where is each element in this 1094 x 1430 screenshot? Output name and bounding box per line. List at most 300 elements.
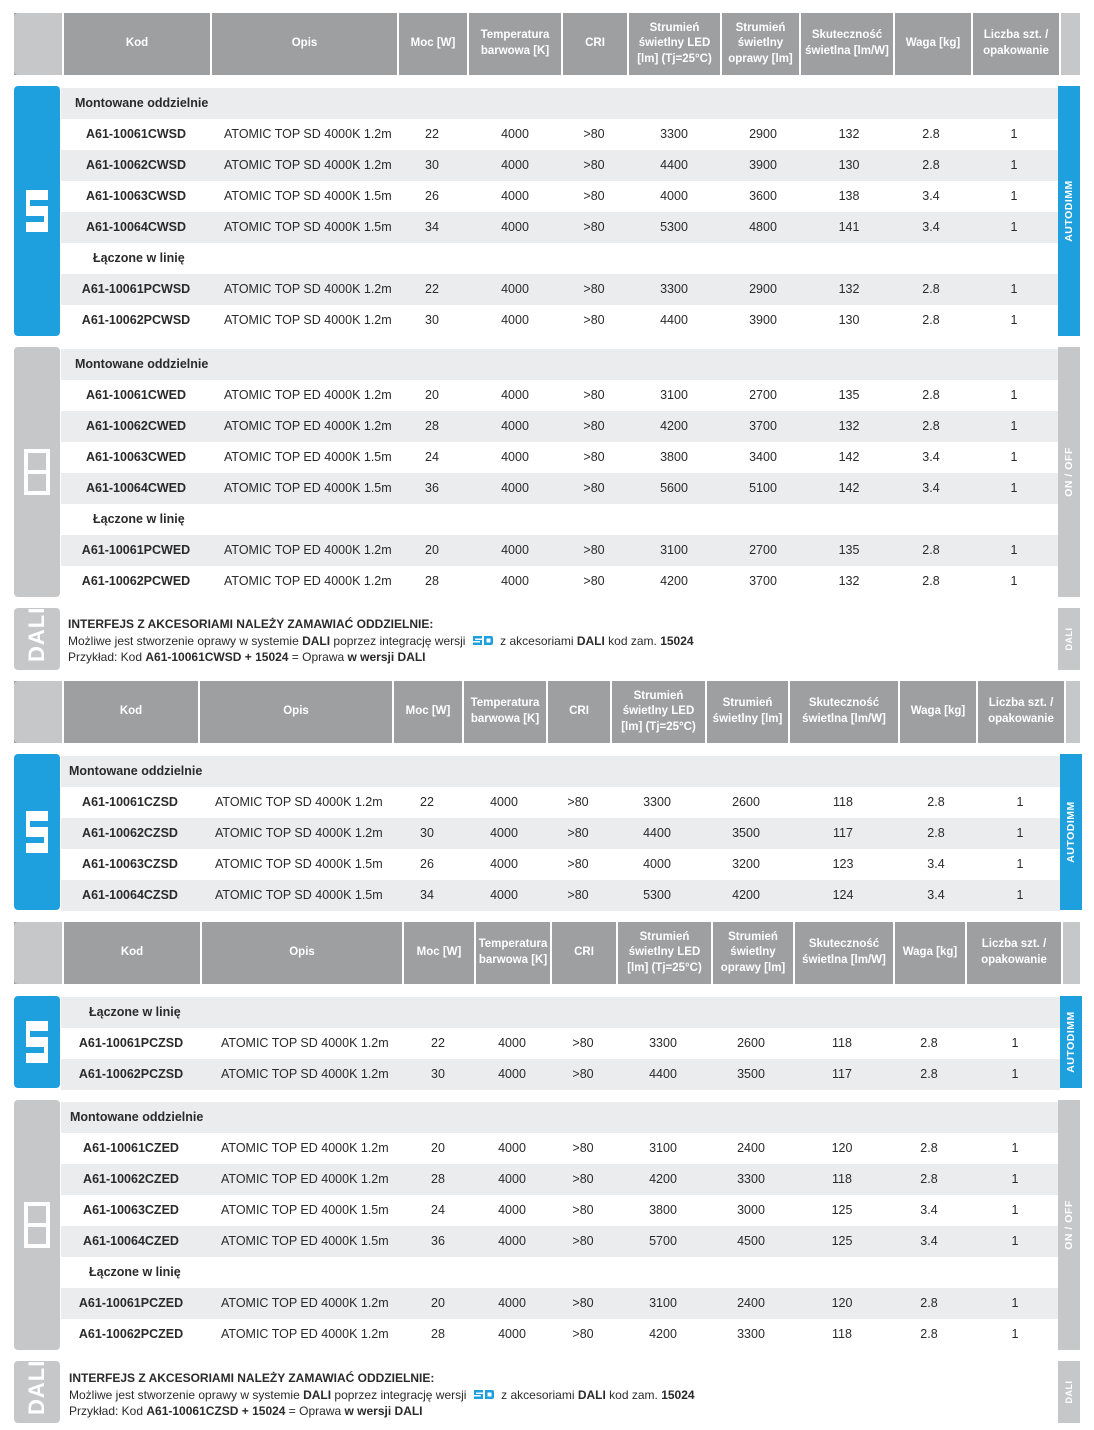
cell-cri: >80 [567, 857, 589, 871]
cell-code: A61-10061PCWSD [81, 282, 191, 296]
section-label: Montowane oddzielnie [61, 756, 1060, 787]
cell-skutecznosc: 117 [833, 826, 853, 840]
cell-desc: ATOMIC TOP ED 4000K 1.5m [224, 450, 392, 464]
table-row [61, 535, 1058, 566]
cell-cri: >80 [572, 1296, 594, 1310]
cell-skutecznosc: 120 [831, 1141, 853, 1155]
section-label: Montowane oddzielnie [61, 349, 1058, 380]
table-row [61, 1288, 1058, 1319]
cell-strumien: 2700 [749, 543, 777, 557]
cell-liczba: 1 [1011, 1172, 1019, 1186]
cell-code: A61-10064CWED [85, 481, 187, 495]
cell-moc: 20 [431, 1296, 445, 1310]
col-liczba: Liczba szt. / opakowanie [976, 681, 1064, 743]
cell-temp: 4000 [498, 1234, 526, 1248]
cell-strumien: 2400 [737, 1141, 765, 1155]
cell-moc: 30 [425, 313, 439, 327]
table-header-3 [14, 922, 1080, 984]
cell-strumien-led: 4200 [660, 574, 688, 588]
cell-desc: ATOMIC TOP ED 4000K 1.5m [221, 1203, 389, 1217]
cell-liczba: 1 [1010, 543, 1018, 557]
cell-cri: >80 [572, 1067, 594, 1081]
cell-waga: 3.4 [922, 220, 940, 234]
cell-desc: ATOMIC TOP ED 4000K 1.2m [224, 543, 392, 557]
cell-skutecznosc: 132 [838, 127, 860, 141]
table-row [61, 1164, 1058, 1195]
cell-code: A61-10061CWSD [85, 127, 187, 141]
cell-temp: 4000 [501, 450, 529, 464]
cell-moc: 30 [420, 826, 434, 840]
cell-strumien-led: 3100 [649, 1296, 677, 1310]
col-strumien-led: Strumień świetlny LED [lm] (Tj=25°C) [610, 681, 705, 743]
cell-strumien-led: 3300 [660, 282, 688, 296]
cell-temp: 4000 [501, 127, 529, 141]
cell-waga: 2.8 [922, 158, 940, 172]
cell-desc: ATOMIC TOP SD 4000K 1.5m [224, 189, 392, 203]
cell-cri: >80 [583, 282, 605, 296]
cell-strumien-led: 4200 [649, 1172, 677, 1186]
cell-cri: >80 [583, 574, 605, 588]
cell-temp: 4000 [501, 481, 529, 495]
cell-strumien-led: 3300 [643, 795, 671, 809]
onoff-label: ON / OFF [1063, 447, 1075, 497]
cell-moc: 30 [425, 158, 439, 172]
col-opis: Opis [210, 13, 397, 75]
cell-skutecznosc: 130 [838, 158, 860, 172]
cell-strumien: 4200 [732, 888, 760, 902]
cell-code: A61-10062PCWSD [81, 313, 191, 327]
sd-logo-icon [24, 807, 50, 857]
col-strumien-led: Strumień świetlny LED [lm] (Tj=25°C) [616, 922, 711, 984]
cell-code: A61-10062PCZSD [78, 1067, 184, 1081]
cell-cri: >80 [572, 1203, 594, 1217]
cell-code: A61-10062CWSD [85, 158, 187, 172]
cell-cri: >80 [567, 888, 589, 902]
col-cri: CRI [546, 681, 610, 743]
cell-temp: 4000 [498, 1203, 526, 1217]
cell-desc: ATOMIC TOP ED 4000K 1.2m [221, 1172, 389, 1186]
cell-desc: ATOMIC TOP SD 4000K 1.5m [224, 220, 392, 234]
cell-waga: 2.8 [922, 388, 940, 402]
cell-liczba: 1 [1016, 826, 1024, 840]
col-moc: Moc [W] [397, 13, 467, 75]
cell-skutecznosc: 142 [838, 450, 860, 464]
cell-strumien-led: 3100 [660, 543, 688, 557]
col-skutecznosc: Skuteczność świetlna [lm/W] [799, 13, 893, 75]
table-row [61, 818, 1060, 849]
cell-cri: >80 [572, 1327, 594, 1341]
cell-strumien-led: 4400 [660, 158, 688, 172]
cell-strumien-led: 4000 [643, 857, 671, 871]
cell-temp: 4000 [501, 388, 529, 402]
cell-desc: ATOMIC TOP SD 4000K 1.2m [221, 1036, 389, 1050]
cell-strumien: 2900 [749, 127, 777, 141]
cell-waga: 2.8 [920, 1036, 938, 1050]
cell-liczba: 1 [1011, 1036, 1019, 1050]
col-waga: Waga [kg] [893, 13, 971, 75]
sd-logo-icon [24, 186, 50, 236]
cell-waga: 2.8 [922, 543, 940, 557]
autodimm-label: AUTODIMM [1065, 801, 1077, 863]
cell-desc: ATOMIC TOP SD 4000K 1.2m [224, 282, 392, 296]
cell-temp: 4000 [490, 826, 518, 840]
cell-temp: 4000 [498, 1141, 526, 1155]
cell-waga: 2.8 [922, 419, 940, 433]
cell-strumien-led: 5700 [649, 1234, 677, 1248]
cell-strumien: 4800 [749, 220, 777, 234]
cell-cri: >80 [572, 1172, 594, 1186]
cell-temp: 4000 [490, 795, 518, 809]
col-cri: CRI [550, 922, 616, 984]
cell-desc: ATOMIC TOP SD 4000K 1.2m [224, 158, 392, 172]
cell-cri: >80 [583, 313, 605, 327]
cell-waga: 3.4 [927, 857, 945, 871]
cell-liczba: 1 [1010, 388, 1018, 402]
cell-skutecznosc: 135 [838, 543, 860, 557]
cell-skutecznosc: 141 [838, 220, 860, 234]
cell-liczba: 1 [1011, 1067, 1019, 1081]
cell-strumien: 4500 [737, 1234, 765, 1248]
table-row [61, 442, 1058, 473]
col-temp: Temperatura barwowa [K] [462, 681, 546, 743]
cell-code: A61-10061CWED [85, 388, 187, 402]
cell-strumien: 2400 [737, 1296, 765, 1310]
cell-cri: >80 [572, 1036, 594, 1050]
table-row [61, 787, 1060, 818]
cell-strumien: 2700 [749, 388, 777, 402]
cell-strumien: 3200 [732, 857, 760, 871]
cell-strumien-led: 3100 [660, 388, 688, 402]
ed-logo-icon [24, 447, 50, 497]
cell-temp: 4000 [501, 282, 529, 296]
cell-desc: ATOMIC TOP SD 4000K 1.2m [224, 127, 392, 141]
cell-strumien: 3700 [749, 574, 777, 588]
cell-skutecznosc: 132 [838, 419, 860, 433]
cell-temp: 4000 [501, 313, 529, 327]
cell-strumien-led: 4200 [660, 419, 688, 433]
cell-temp: 4000 [501, 419, 529, 433]
cell-strumien: 3600 [749, 189, 777, 203]
cell-liczba: 1 [1010, 481, 1018, 495]
cell-moc: 22 [425, 282, 439, 296]
ed-logo-icon [24, 1200, 50, 1250]
table-row [61, 1133, 1058, 1164]
section-label: Montowane oddzielnie [61, 88, 1058, 119]
cell-strumien: 3700 [749, 419, 777, 433]
cell-liczba: 1 [1016, 795, 1024, 809]
cell-strumien: 2600 [732, 795, 760, 809]
cell-waga: 2.8 [922, 313, 940, 327]
table-row [61, 1028, 1060, 1059]
cell-strumien-led: 3300 [649, 1036, 677, 1050]
cell-code: A61-10061CZSD [82, 795, 178, 809]
cell-code: A61-10061PCZSD [78, 1036, 184, 1050]
cell-moc: 20 [425, 543, 439, 557]
cell-strumien-led: 4400 [643, 826, 671, 840]
cell-desc: ATOMIC TOP SD 4000K 1.2m [221, 1067, 389, 1081]
cell-liczba: 1 [1010, 450, 1018, 464]
col-strumien: Strumień świetlny [lm] [705, 681, 788, 743]
cell-skutecznosc: 123 [832, 857, 854, 871]
cell-code: A61-10063CWED [85, 450, 187, 464]
cell-temp: 4000 [498, 1296, 526, 1310]
table-row [61, 1059, 1060, 1090]
col-kod: Kod [62, 13, 210, 75]
cell-code: A61-10061PCZED [78, 1296, 184, 1310]
cell-code: A61-10062CZSD [82, 826, 178, 840]
cell-liczba: 1 [1010, 189, 1018, 203]
cell-strumien: 3500 [737, 1067, 765, 1081]
col-opis: Opis [198, 681, 392, 743]
cell-waga: 3.4 [922, 481, 940, 495]
cell-waga: 2.8 [920, 1067, 938, 1081]
cell-liczba: 1 [1011, 1327, 1019, 1341]
cell-waga: 3.4 [922, 189, 940, 203]
cell-strumien-led: 5600 [660, 481, 688, 495]
col-liczba: Liczba szt. / opakowanie [971, 13, 1059, 75]
dali-side-label: DALI [1064, 1380, 1074, 1404]
cell-code: A61-10062CWED [85, 419, 187, 433]
cell-waga: 3.4 [927, 888, 945, 902]
cell-liczba: 1 [1016, 857, 1024, 871]
cell-skutecznosc: 118 [833, 795, 853, 809]
cell-skutecznosc: 132 [838, 574, 860, 588]
cell-temp: 4000 [501, 543, 529, 557]
note-2: INTERFEJS Z AKCESORIAMI NALEŻY ZAMAWIAĆ ODDZIELNIE: Możliwe jest stworzenie oprawy w systemie DALI poprzez integrację wersji z akcesoriami DALI kod zam. 15024 Przykład: Kod A61-10061CZSD + 15024 = Oprawa w wersji DALI [69, 1371, 695, 1418]
table-row [61, 880, 1060, 911]
cell-temp: 4000 [501, 574, 529, 588]
cell-code: A61-10061PCWED [81, 543, 191, 557]
cell-moc: 36 [425, 481, 439, 495]
cell-skutecznosc: 124 [832, 888, 854, 902]
col-waga: Waga [kg] [893, 922, 965, 984]
cell-cri: >80 [583, 158, 605, 172]
autodimm-label: AUTODIMM [1065, 1011, 1077, 1073]
cell-temp: 4000 [501, 158, 529, 172]
cell-skutecznosc: 142 [838, 481, 860, 495]
col-moc: Moc [W] [402, 922, 474, 984]
cell-desc: ATOMIC TOP ED 4000K 1.2m [224, 574, 392, 588]
dali-side-label: DALI [1064, 627, 1074, 651]
cell-strumien: 3900 [749, 313, 777, 327]
cell-cri: >80 [583, 450, 605, 464]
cell-desc: ATOMIC TOP SD 4000K 1.2m [215, 826, 383, 840]
col-waga: Waga [kg] [898, 681, 976, 743]
cell-strumien: 3300 [737, 1327, 765, 1341]
cell-moc: 20 [431, 1141, 445, 1155]
cell-moc: 36 [431, 1234, 445, 1248]
cell-temp: 4000 [498, 1036, 526, 1050]
cell-cri: >80 [572, 1141, 594, 1155]
cell-skutecznosc: 117 [832, 1067, 852, 1081]
col-skutecznosc: Skuteczność świetlna [lm/W] [788, 681, 898, 743]
cell-strumien: 3400 [749, 450, 777, 464]
cell-temp: 4000 [501, 220, 529, 234]
table-row [61, 473, 1058, 504]
cell-cri: >80 [572, 1234, 594, 1248]
cell-strumien-led: 3100 [649, 1141, 677, 1155]
cell-moc: 26 [420, 857, 434, 871]
note-1: INTERFEJS Z AKCESORIAMI NALEŻY ZAMAWIAĆ ODDZIELNIE: Możliwe jest stworzenie oprawy w systemie DALI poprzez integrację wersji z akcesoriami DALI kod zam. 15024 Przykład: Kod A61-10061CWSD + 15024 = Oprawa w wersji DALI [68, 617, 694, 664]
cell-liczba: 1 [1011, 1203, 1019, 1217]
cell-moc: 22 [425, 127, 439, 141]
cell-liczba: 1 [1016, 888, 1024, 902]
cell-waga: 2.8 [920, 1172, 938, 1186]
cell-waga: 3.4 [920, 1203, 938, 1217]
cell-code: A61-10061CZED [83, 1141, 179, 1155]
col-strumien-oprawy: Strumień świetlny oprawy [lm] [720, 13, 799, 75]
cell-temp: 4000 [490, 888, 518, 902]
cell-desc: ATOMIC TOP ED 4000K 1.5m [221, 1234, 389, 1248]
cell-strumien-led: 4400 [660, 313, 688, 327]
cell-skutecznosc: 118 [832, 1327, 852, 1341]
cell-code: A61-10062PCWED [81, 574, 191, 588]
cell-desc: ATOMIC TOP ED 4000K 1.2m [221, 1327, 389, 1341]
col-strumien-oprawy: Strumień świetlny oprawy [lm] [711, 922, 793, 984]
cell-skutecznosc: 118 [832, 1036, 852, 1050]
cell-waga: 2.8 [922, 282, 940, 296]
cell-waga: 3.4 [922, 450, 940, 464]
cell-liczba: 1 [1010, 282, 1018, 296]
cell-strumien-led: 5300 [643, 888, 671, 902]
onoff-label: ON / OFF [1063, 1200, 1075, 1250]
cell-waga: 2.8 [920, 1296, 938, 1310]
table-row [61, 566, 1058, 597]
table-row [61, 274, 1058, 305]
cell-strumien-led: 4000 [660, 189, 688, 203]
cell-cri: >80 [567, 826, 589, 840]
cell-temp: 4000 [498, 1172, 526, 1186]
cell-code: A61-10062CZED [83, 1172, 179, 1186]
cell-waga: 2.8 [920, 1141, 938, 1155]
dali-label: DALI [24, 606, 49, 662]
sd-logo-icon [24, 1017, 50, 1067]
cell-temp: 4000 [498, 1067, 526, 1081]
col-kod: Kod [62, 681, 198, 743]
cell-strumien-led: 4400 [649, 1067, 677, 1081]
cell-moc: 28 [425, 574, 439, 588]
col-liczba: Liczba szt. / opakowanie [965, 922, 1061, 984]
cell-cri: >80 [583, 189, 605, 203]
cell-strumien: 3900 [749, 158, 777, 172]
cell-code: A61-10064CZSD [82, 888, 178, 902]
cell-code: A61-10064CZED [83, 1234, 179, 1248]
cell-liczba: 1 [1010, 220, 1018, 234]
cell-strumien-led: 4200 [649, 1327, 677, 1341]
cell-strumien: 3300 [737, 1172, 765, 1186]
cell-desc: ATOMIC TOP SD 4000K 1.2m [215, 795, 383, 809]
col-cri: CRI [561, 13, 627, 75]
cell-moc: 28 [425, 419, 439, 433]
col-opis: Opis [200, 922, 402, 984]
cell-strumien: 3000 [737, 1203, 765, 1217]
dali-label: DALI [24, 1359, 49, 1415]
cell-cri: >80 [583, 543, 605, 557]
table-row [61, 380, 1058, 411]
cell-waga: 2.8 [927, 795, 945, 809]
cell-desc: ATOMIC TOP ED 4000K 1.2m [224, 419, 392, 433]
cell-cri: >80 [583, 419, 605, 433]
cell-strumien: 2900 [749, 282, 777, 296]
cell-temp: 4000 [498, 1327, 526, 1341]
cell-strumien-led: 3800 [649, 1203, 677, 1217]
cell-waga: 2.8 [922, 127, 940, 141]
autodimm-label: AUTODIMM [1063, 180, 1075, 242]
cell-cri: >80 [583, 388, 605, 402]
table-row [61, 1226, 1058, 1257]
table-row [61, 305, 1058, 336]
cell-desc: ATOMIC TOP SD 4000K 1.2m [224, 313, 392, 327]
cell-skutecznosc: 135 [838, 388, 860, 402]
sd-mini-icon [472, 635, 494, 646]
cell-moc: 24 [431, 1203, 445, 1217]
cell-code: A61-10062PCZED [78, 1327, 184, 1341]
cell-liczba: 1 [1010, 574, 1018, 588]
cell-strumien: 5100 [749, 481, 777, 495]
cell-moc: 28 [431, 1327, 445, 1341]
table-header-2 [14, 681, 1080, 743]
table-row [61, 849, 1060, 880]
section-label: Łączone w linię [89, 1265, 181, 1279]
col-moc: Moc [W] [392, 681, 462, 743]
cell-liczba: 1 [1011, 1296, 1019, 1310]
cell-liczba: 1 [1010, 127, 1018, 141]
cell-moc: 28 [431, 1172, 445, 1186]
cell-liczba: 1 [1011, 1234, 1019, 1248]
cell-strumien: 2600 [737, 1036, 765, 1050]
cell-moc: 22 [420, 795, 434, 809]
cell-temp: 4000 [490, 857, 518, 871]
cell-code: A61-10063CZSD [82, 857, 178, 871]
table-row [61, 1195, 1058, 1226]
cell-skutecznosc: 138 [838, 189, 860, 203]
cell-desc: ATOMIC TOP ED 4000K 1.2m [221, 1296, 389, 1310]
cell-moc: 26 [425, 189, 439, 203]
cell-moc: 34 [420, 888, 434, 902]
cell-skutecznosc: 118 [832, 1172, 852, 1186]
cell-waga: 2.8 [927, 826, 945, 840]
cell-desc: ATOMIC TOP ED 4000K 1.2m [221, 1141, 389, 1155]
table-row [61, 411, 1058, 442]
section-label: Montowane oddzielnie [61, 1102, 1058, 1133]
cell-skutecznosc: 125 [831, 1203, 853, 1217]
section-label: Łączone w linię [93, 512, 185, 526]
cell-skutecznosc: 125 [831, 1234, 853, 1248]
note-title: INTERFEJS Z AKCESORIAMI NALEŻY ZAMAWIAĆ ODDZIELNIE: [68, 617, 434, 631]
cell-moc: 22 [431, 1036, 445, 1050]
cell-cri: >80 [583, 481, 605, 495]
col-skutecznosc: Skuteczność świetlna [lm/W] [793, 922, 893, 984]
cell-liczba: 1 [1010, 158, 1018, 172]
note-title: INTERFEJS Z AKCESORIAMI NALEŻY ZAMAWIAĆ ODDZIELNIE: [69, 1371, 435, 1385]
cell-desc: ATOMIC TOP SD 4000K 1.5m [215, 857, 383, 871]
cell-skutecznosc: 130 [838, 313, 860, 327]
cell-desc: ATOMIC TOP ED 4000K 1.2m [224, 388, 392, 402]
table-header-1 [14, 13, 1080, 75]
cell-liczba: 1 [1011, 1141, 1019, 1155]
table-row [61, 181, 1058, 212]
cell-code: A61-10063CZED [83, 1203, 179, 1217]
cell-moc: 24 [425, 450, 439, 464]
col-temp: Temperatura barwowa [K] [467, 13, 561, 75]
cell-cri: >80 [583, 220, 605, 234]
cell-code: A61-10064CWSD [85, 220, 187, 234]
cell-moc: 30 [431, 1067, 445, 1081]
cell-liczba: 1 [1010, 313, 1018, 327]
cell-desc: ATOMIC TOP ED 4000K 1.5m [224, 481, 392, 495]
cell-waga: 2.8 [920, 1327, 938, 1341]
cell-moc: 34 [425, 220, 439, 234]
